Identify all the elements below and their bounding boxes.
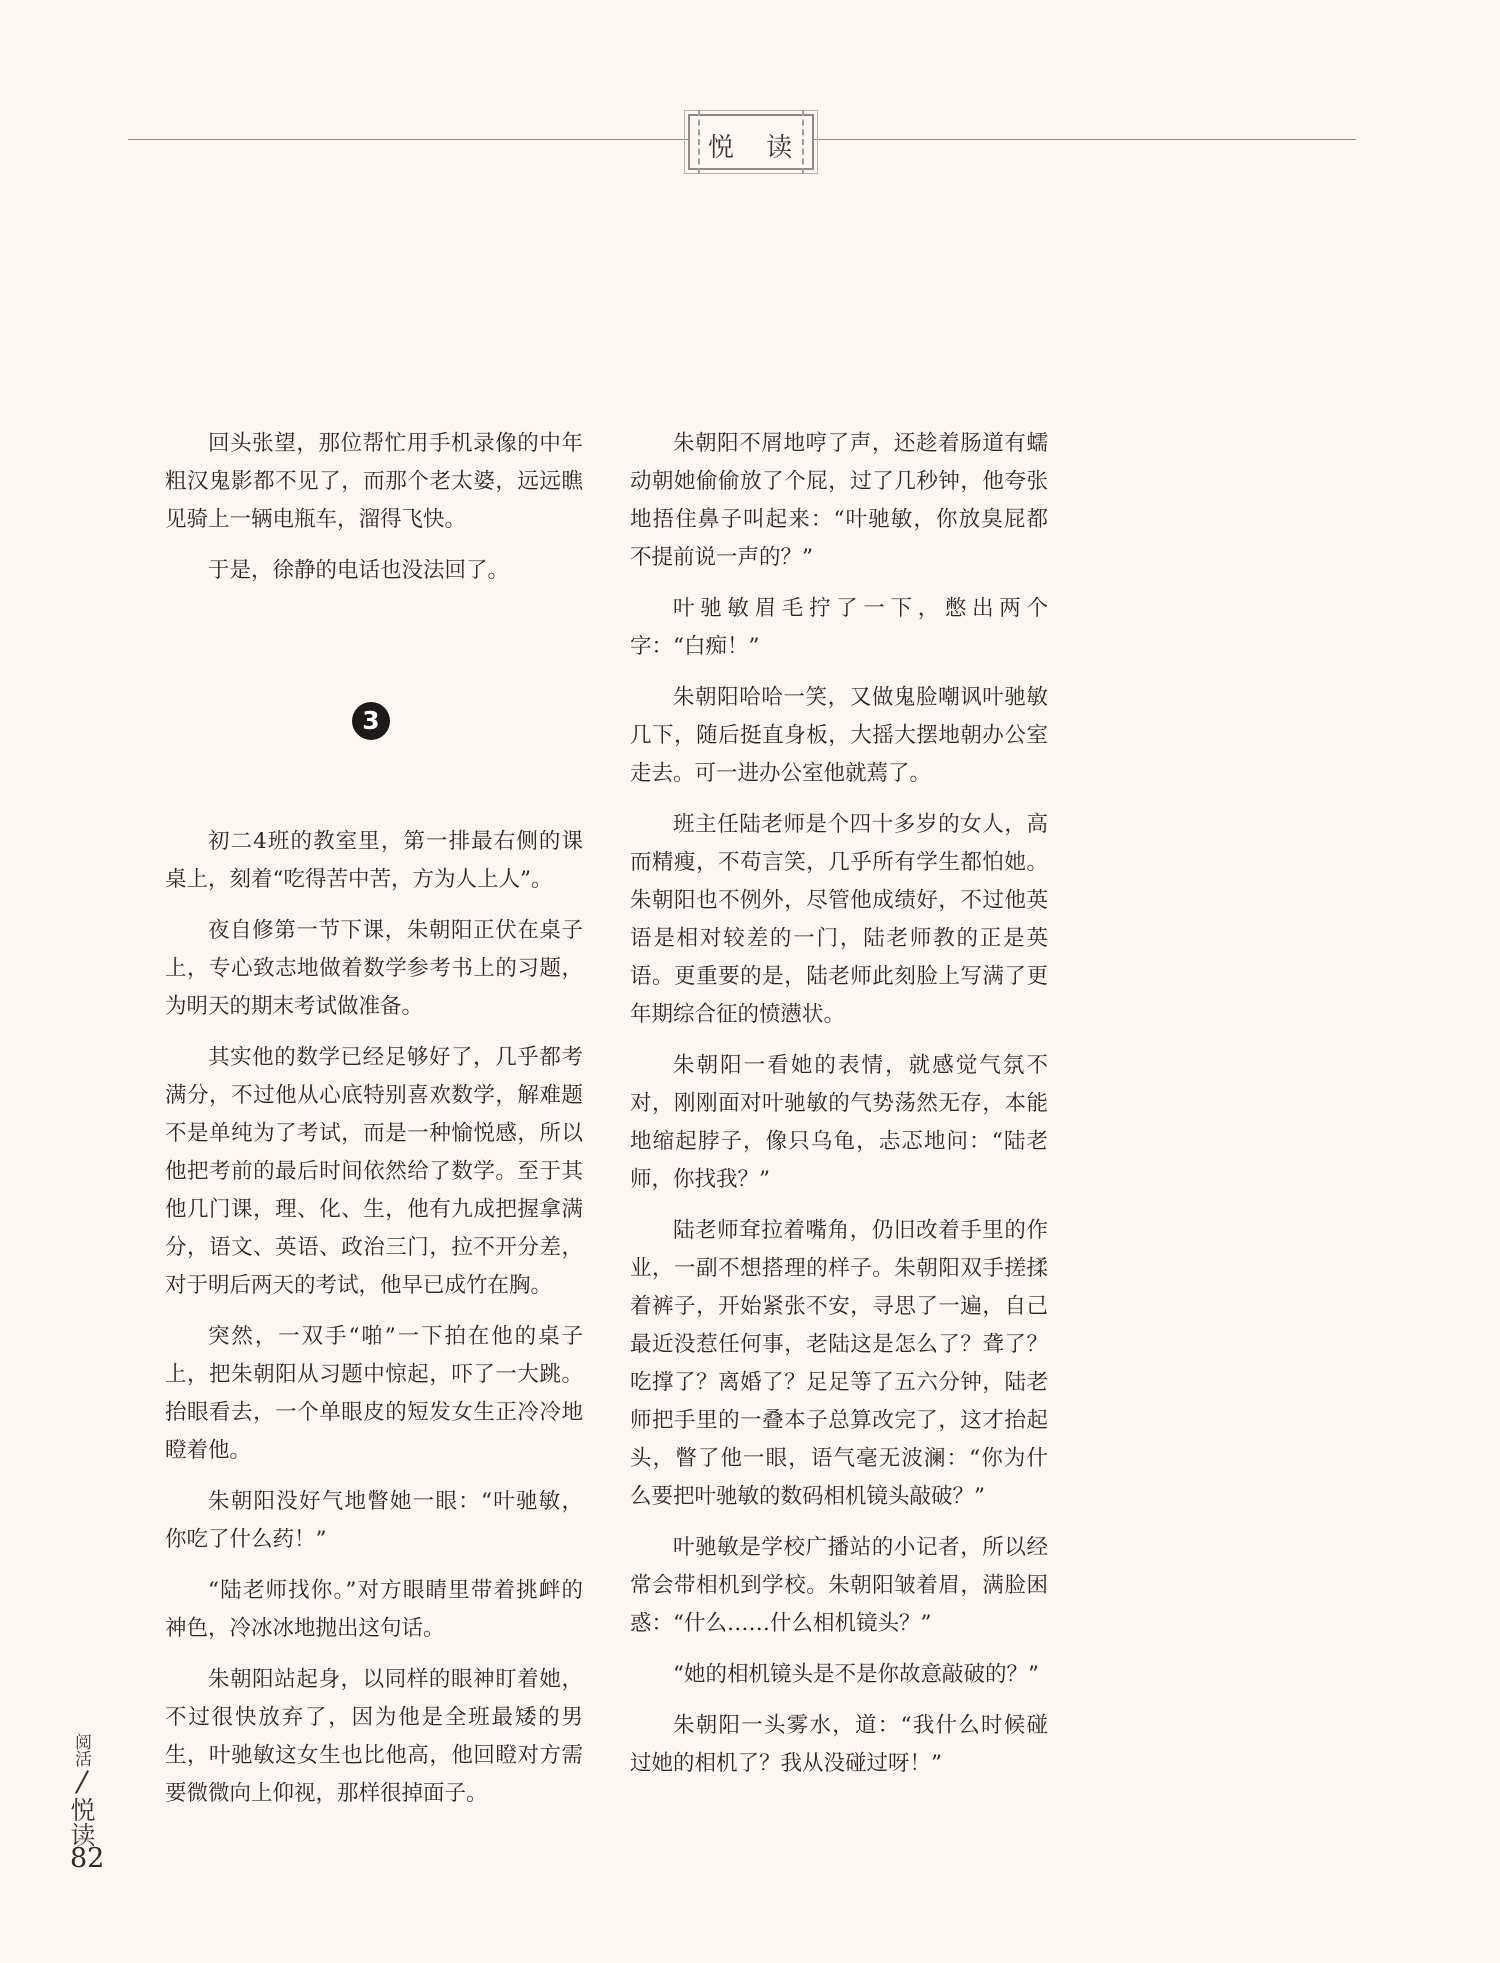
paragraph: 朱朝阳没好气地瞥她一眼：“叶驰敏，你吃了什么药！”	[165, 1489, 583, 1552]
paragraph: 朱朝阳站起身，以同样的眼神盯着她，不过很快放弃了，因为他是全班最矮的男生，叶驰敏这女生也比他高，他回瞪对方需要微微向上仰视，那样很掉面子。	[165, 1667, 583, 1806]
paragraph: 班主任陆老师是个四十多岁的女人，高而精瘦，不苟言笑，几乎所有学生都怕她。朱朝阳也不例外，尽管他成绩好，不过他英语是相对较差的一门，陆老师教的正是英语。更重要的是，陆老师此刻脸上写满了更年期综合征的愤懑状。	[630, 812, 1048, 1027]
paragraph: 突然，一双手“啪”一下拍在他的桌子上，把朱朝阳从习题中惊起，吓了一大跳。抬眼看去，一个单眼皮的短发女生正冷冷地瞪着他。	[165, 1324, 583, 1463]
magazine-side-label	[68, 1733, 98, 1847]
side-label-divider	[75, 1770, 89, 1794]
paragraph: 朱朝阳不屑地哼了声，还趁着肠道有蠕动朝她偷偷放了个屁，过了几秒钟，他夸张地捂住鼻子叫起来：“叶驰敏，你放臭屁都不提前说一声的？”	[630, 431, 1048, 570]
side-label-top: 阅活	[71, 1733, 91, 1767]
paragraph: 朱朝阳一头雾水，道：“我什么时候碰过她的相机了？我从没碰过呀！”	[630, 1713, 1048, 1776]
paragraph: 夜自修第一节下课，朱朝阳正伏在桌子上，专心致志地做着数学参考书上的习题，为明天的期末考试做准备。	[165, 918, 583, 1019]
paragraph: 朱朝阳哈哈一笑，又做鬼脸嘲讽叶驰敏几下，随后挺直身板，大摇大摆地朝办公室走去。可一进办公室他就蔫了。	[630, 685, 1048, 786]
section-number-badge: 3	[352, 702, 390, 740]
paragraph: 陆老师耷拉着嘴角，仍旧改着手里的作业，一副不想搭理的样子。朱朝阳双手搓揉着裤子，开始紧张不安，寻思了一遍，自己最近没惹任何事，老陆这是怎么了？聋了？吃撑了？离婚了？足足等了五六分钟，陆老师把手里的一叠本子总算改完了，这才抬起头，瞥了他一眼，语气毫无波澜：“你为什么要把叶驰敏的数码相机镜头敲破？”	[630, 1218, 1048, 1509]
side-label-bottom: 悦读	[67, 1797, 96, 1847]
paragraph: 于是，徐静的电话也没法回了。	[208, 558, 510, 583]
paragraph: 初二4班的教室里，第一排最右侧的课桌上，刻着“吃得苦中苦，方为人上人”。	[165, 829, 583, 892]
paragraph: “她的相机镜头是不是你故意敲破的？”	[673, 1662, 1039, 1687]
header-title-box	[688, 114, 814, 170]
paragraph: 朱朝阳一看她的表情，就感觉气氛不对，刚刚面对叶驰敏的气势荡然无存，本能地缩起脖子，像只乌龟，忐忑地问：“陆老师，你找我？”	[630, 1053, 1048, 1192]
header-title: 悦 读	[707, 133, 805, 163]
paragraph: “陆老师找你。”对方眼睛里带着挑衅的神色，冷冰冰地抛出这句话。	[165, 1578, 583, 1641]
page-number: 82	[70, 1843, 105, 1874]
paragraph: 叶驰敏是学校广播站的小记者，所以经常会带相机到学校。朱朝阳皱着眉，满脸困惑：“什么……什么相机镜头？”	[630, 1535, 1048, 1636]
right-column	[630, 425, 1048, 1796]
paragraph: 其实他的数学已经足够好了，几乎都考满分，不过他从心底特别喜欢数学，解难题不是单纯为了考试，而是一种愉悦感，所以他把考前的最后时间依然给了数学。至于其他几门课，理、化、生，他有九成把握拿满分，语文、英语、政治三门，拉不开分差，对于明后两天的考试，他早已成竹在胸。	[165, 1045, 583, 1298]
paragraph: 回头张望，那位帮忙用手机录像的中年粗汉鬼影都不见了，而那个老太婆，远远瞧见骑上一辆电瓶车，溜得飞快。	[165, 431, 583, 532]
left-column	[165, 425, 583, 1826]
paragraph: 叶驰敏眉毛拧了一下，憋出两个字：“白痴！”	[630, 596, 1048, 659]
